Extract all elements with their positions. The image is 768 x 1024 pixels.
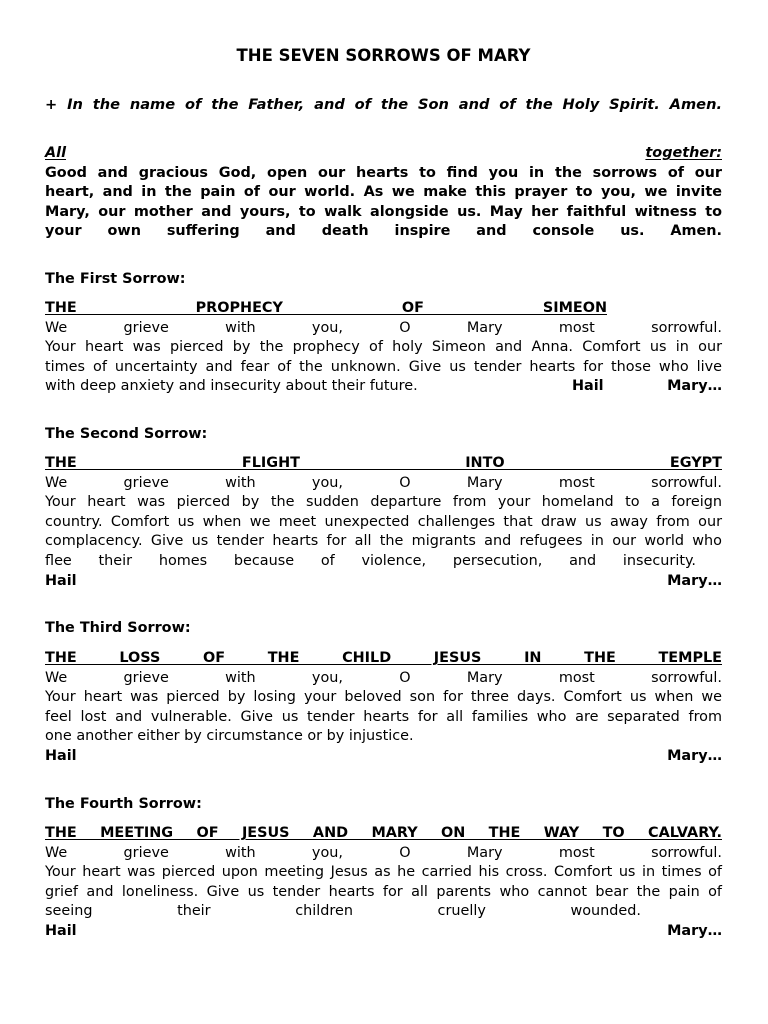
mary-label: Mary… — [667, 572, 722, 589]
prayer-line: Your heart was pierced by the prophecy of holy Simeon and Anna. Comfort us in our — [45, 339, 722, 356]
sorrow-1-body — [45, 299, 722, 397]
opening-prayer — [45, 144, 722, 242]
prayer-line-last: with deep anxiety and insecurity about their future. Hail Mary… — [45, 377, 722, 397]
hail-mary-line — [45, 572, 722, 592]
prayer-line: times of uncertainty and fear of the unknown. Give us tender hearts for those who live — [45, 358, 722, 375]
opening-line: heart, and in the pain of our world. As we make this prayer to you, we invite — [45, 184, 722, 201]
sorrow-subtitle: THE MEETING OF JESUS AND MARY ON THE WAY TO CALVARY. — [45, 825, 722, 841]
hail-label: Hail — [572, 378, 604, 395]
grieve-line: We grieve with you, O Mary most sorrowful. — [45, 474, 722, 491]
mary-label: Mary… — [667, 922, 722, 939]
opening-line: Mary, our mother and yours, to walk alongside us. May her faithful witness to — [45, 203, 722, 220]
prayer-line: flee their homes because of violence, persecution, and insecurity. — [45, 552, 696, 569]
sorrow-heading: The Third Sorrow: — [45, 620, 191, 636]
grieve-line: We grieve with you, O Mary most sorrowful. — [45, 319, 722, 336]
sorrow-subtitle-text: THE PROPHECY OF SIMEON — [45, 300, 607, 316]
sorrow-subtitle — [45, 299, 607, 319]
sorrow-subtitle: THE LOSS OF THE CHILD JESUS IN THE TEMPLE — [45, 650, 722, 666]
sorrow-4-body — [45, 824, 722, 942]
mary-label: Mary… — [667, 747, 722, 764]
sorrow-heading: The Second Sorrow: — [45, 426, 208, 442]
opening-label-line — [45, 144, 722, 164]
sorrow-3 — [45, 619, 722, 639]
sorrow-subtitle: THE FLIGHT INTO EGYPT — [45, 455, 722, 471]
mary-label: Mary… — [667, 378, 722, 395]
hail-label: Hail — [45, 922, 77, 939]
prayer-line: one another either by circumstance or by injustice. — [45, 728, 414, 745]
prayer-line: feel lost and vulnerable. Give us tender hearts for all families who are separated from — [45, 708, 722, 725]
hail-label: Hail — [45, 572, 77, 589]
opening-line: your own suffering and death inspire and console us. Amen. — [45, 223, 722, 240]
opening-label-left: All — [45, 145, 67, 161]
sorrow-3-body — [45, 649, 722, 767]
prayer-line: country. Comfort us when we meet unexpected challenges that draw us away from our — [45, 513, 722, 530]
hail-label: Hail — [45, 747, 77, 764]
hail-mary-line — [45, 747, 722, 767]
grieve-line: We grieve with you, O Mary most sorrowful. — [45, 669, 722, 686]
prayer-line: Your heart was pierced upon meeting Jesus as he carried his cross. Comfort us in times of — [45, 864, 722, 881]
prayer-line: Your heart was pierced by the sudden departure from your homeland to a foreign — [45, 494, 722, 511]
sorrow-1 — [45, 270, 722, 290]
prayer-line: complacency. Give us tender hearts for all the migrants and refugees in our world who — [45, 533, 722, 550]
prayer-line: seeing their children cruelly wounded. — [45, 903, 641, 920]
page-title: THE SEVEN SORROWS OF MARY — [236, 46, 531, 65]
sorrow-4 — [45, 795, 722, 815]
grieve-line: We grieve with you, O Mary most sorrowful. — [45, 844, 722, 861]
opening-line: Good and gracious God, open our hearts to find you in the sorrows of our — [45, 164, 722, 181]
sorrow-2 — [45, 425, 722, 445]
opening-label-right: together: — [645, 145, 722, 161]
invocation: + In the name of the Father, and of the Son and of the Holy Spirit. Amen. — [45, 96, 722, 113]
sorrow-heading: The First Sorrow: — [45, 271, 186, 287]
hail-mary-line — [45, 922, 722, 942]
sorrow-heading: The Fourth Sorrow: — [45, 796, 202, 812]
sorrow-2-body — [45, 454, 722, 591]
prayer-line: grief and loneliness. Give us tender hearts for all parents who cannot bear the pain of — [45, 883, 722, 900]
prayer-line: Your heart was pierced by losing your beloved son for three days. Comfort us when we — [45, 689, 722, 706]
